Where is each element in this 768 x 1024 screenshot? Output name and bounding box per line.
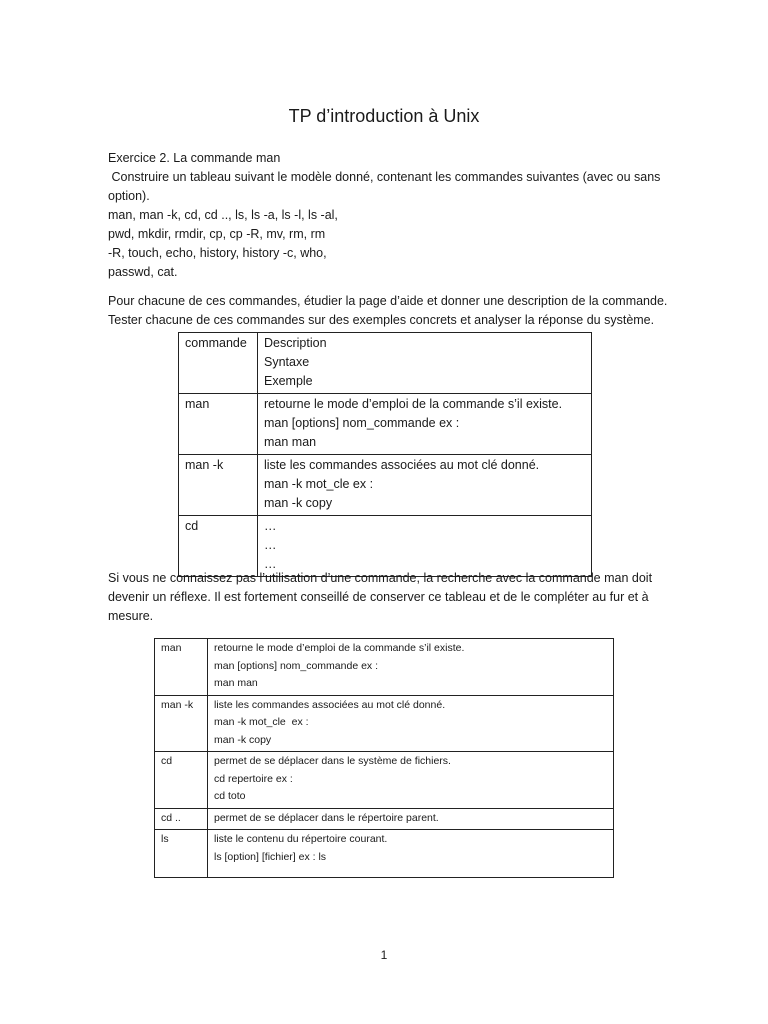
cell-line: liste le contenu du répertoire courant. bbox=[214, 833, 388, 845]
cell-line: cd toto bbox=[214, 790, 246, 802]
description-cell bbox=[258, 516, 592, 577]
cell-line: liste les commandes associées au mot clé donné. bbox=[264, 458, 540, 472]
table-row bbox=[179, 516, 592, 577]
exercise-block bbox=[108, 149, 668, 282]
table-row bbox=[179, 455, 592, 516]
command-cell: ls bbox=[155, 830, 208, 878]
command-cell: cd .. bbox=[155, 808, 208, 830]
cell-line: … bbox=[264, 538, 277, 552]
cell-line: ls [option] [fichier] ex : ls bbox=[214, 850, 327, 863]
cell-line: cd repertoire ex : bbox=[214, 772, 293, 785]
cell-line: man -k copy bbox=[214, 733, 272, 746]
note-block bbox=[108, 569, 668, 626]
exercise-line: Construire un tableau suivant le modèle donné, contenant les commandes suivantes (avec ou sans bbox=[108, 170, 661, 184]
exercise-line: man, man -k, cd, cd .., ls, ls -a, ls -l, ls -al, bbox=[108, 208, 338, 222]
cell-line: man man bbox=[214, 677, 258, 689]
answer-table bbox=[154, 638, 614, 878]
cell-line: man [options] nom_commande ex : bbox=[264, 416, 460, 430]
cell-line: … bbox=[264, 519, 277, 533]
cell-line: permet de se déplacer dans le système de fichiers. bbox=[214, 755, 451, 767]
page-number: 1 bbox=[380, 948, 388, 962]
command-cell: man -k bbox=[155, 695, 208, 752]
command-cell: man bbox=[179, 394, 258, 455]
description-cell bbox=[208, 808, 614, 830]
table-row bbox=[179, 333, 592, 394]
table-row bbox=[155, 808, 614, 830]
command-cell: man bbox=[155, 639, 208, 696]
cell-line: man -k mot_cle ex : bbox=[214, 716, 309, 728]
cell-line: retourne le mode d’emploi de la commande s’il existe. bbox=[214, 642, 465, 654]
exercise-line: passwd, cat. bbox=[108, 265, 178, 279]
table-row bbox=[155, 639, 614, 696]
cell-line: man man bbox=[264, 435, 317, 449]
cell-line: Description bbox=[264, 336, 327, 350]
command-cell: cd bbox=[179, 516, 258, 577]
table-row bbox=[179, 394, 592, 455]
model-table bbox=[178, 332, 592, 577]
command-cell: cd bbox=[155, 752, 208, 809]
cell-line: Syntaxe bbox=[264, 355, 310, 369]
description-cell bbox=[258, 333, 592, 394]
instruction-line: Tester chacune de ces commandes sur des exemples concrets et analyser la réponse du système. bbox=[108, 313, 655, 327]
cell-line: … bbox=[264, 557, 277, 571]
cell-line: liste les commandes associées au mot clé donné. bbox=[214, 698, 446, 711]
description-cell bbox=[258, 394, 592, 455]
cell-line: man -k mot_cle ex : bbox=[264, 477, 374, 491]
table-row bbox=[155, 752, 614, 809]
table-row bbox=[155, 695, 614, 752]
cell-line: retourne le mode d’emploi de la commande s’il existe. bbox=[264, 397, 563, 411]
description-cell bbox=[208, 695, 614, 752]
note-line: Si vous ne connaissez pas l’utilisation d’une commande, la recherche avec la commande man doit bbox=[108, 571, 653, 585]
command-cell: man -k bbox=[179, 455, 258, 516]
cell-line: Exemple bbox=[264, 374, 313, 388]
cell-line: man -k copy bbox=[264, 496, 333, 510]
description-cell bbox=[208, 639, 614, 696]
exercise-line: option). bbox=[108, 189, 150, 203]
description-cell bbox=[258, 455, 592, 516]
exercise-line: pwd, mkdir, rmdir, cp, cp -R, mv, rm, rm bbox=[108, 227, 326, 241]
table-row bbox=[155, 830, 614, 878]
exercise-line: -R, touch, echo, history, history -c, who, bbox=[108, 246, 327, 260]
cell-line: permet de se déplacer dans le répertoire parent. bbox=[214, 811, 439, 824]
note-line: mesure. bbox=[108, 609, 154, 623]
command-cell: commande bbox=[179, 333, 258, 394]
cell-line: man [options] nom_commande ex : bbox=[214, 659, 379, 672]
note-line: devenir un réflexe. Il est fortement conseillé de conserver ce tableau et de le compléter au fur et à bbox=[108, 590, 649, 604]
instruction-line: Pour chacune de ces commandes, étudier la page d’aide et donner une description de la commande. bbox=[108, 294, 668, 308]
instructions-block bbox=[108, 292, 678, 330]
description-cell bbox=[208, 752, 614, 809]
page-title: TP d’introduction à Unix bbox=[288, 106, 480, 126]
description-cell bbox=[208, 830, 614, 878]
exercise-heading: Exercice 2. La commande man bbox=[108, 151, 281, 165]
